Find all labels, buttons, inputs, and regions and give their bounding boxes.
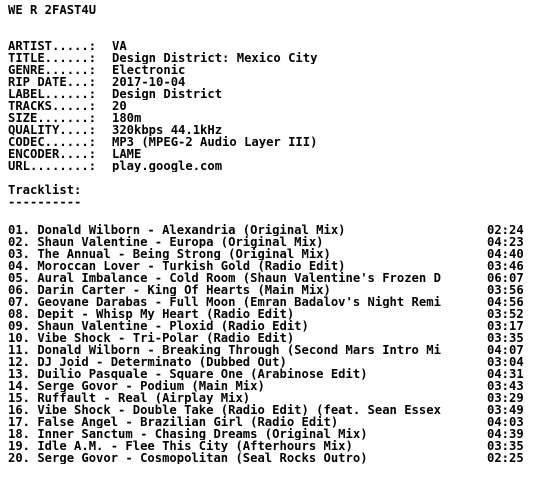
track-duration: 03:04 (487, 355, 524, 369)
track-duration: 03:29 (487, 391, 524, 405)
info-row (8, 136, 528, 148)
info-row (8, 124, 528, 136)
track-row (8, 320, 528, 332)
track-name: 10. Vibe Shock - Tri-Polar (Radio Edit) (8, 332, 295, 344)
track-name: 11. Donald Wilborn - Breaking Through (Second Mars Intro Mi (8, 344, 441, 356)
info-value: MP3 (MPEG-2 Audio Layer III) (112, 136, 318, 148)
track-name: 05. Aural Imbalance - Cold Room (Shaun Valentine's Frozen D (8, 272, 441, 284)
group-title: WE R 2FAST4U (8, 4, 97, 16)
track-name: 06. Darin Carter - King Of Hearts (Main Mix) (8, 284, 331, 296)
track-duration: 04:39 (487, 427, 524, 441)
track-row (8, 440, 528, 452)
track-duration: 03:43 (487, 379, 524, 393)
info-value: VA (112, 40, 127, 52)
info-row (8, 160, 528, 172)
info-value: LAME (112, 148, 142, 160)
track-name: 18. Inner Sanctum - Chasing Dreams (Original Mix) (8, 428, 368, 440)
track-name: 03. The Annual - Being Strong (Original Mix) (8, 248, 331, 260)
track-name: 02. Shaun Valentine - Europa (Original Mix) (8, 236, 324, 248)
track-duration: 03:35 (487, 331, 524, 345)
track-duration: 04:07 (487, 343, 524, 357)
info-key: SIZE.......: (8, 112, 97, 124)
track-row (8, 332, 528, 344)
info-row (8, 112, 528, 124)
track-duration: 06:07 (487, 271, 524, 285)
tracklist-underline: ---------- (8, 196, 82, 208)
track-duration: 02:25 (487, 451, 524, 465)
track-duration: 04:40 (487, 247, 524, 261)
track-row (8, 248, 528, 260)
track-name: 07. Geovane Darabas - Full Moon (Emran Badalov's Night Remi (8, 296, 441, 308)
track-duration: 03:52 (487, 307, 524, 321)
info-value: 20 (112, 100, 127, 112)
track-duration: 04:03 (487, 415, 524, 429)
tracklist-heading: Tracklist: (8, 184, 82, 196)
info-value: Design District (112, 88, 223, 100)
track-row (8, 308, 528, 320)
track-duration: 03:56 (487, 283, 524, 297)
track-row (8, 392, 528, 404)
track-duration: 03:17 (487, 319, 524, 333)
track-name: 09. Shaun Valentine - Ploxid (Radio Edit) (8, 320, 309, 332)
track-row (8, 224, 528, 236)
tracklist (8, 224, 528, 464)
track-row (8, 284, 528, 296)
info-row (8, 148, 528, 160)
track-name: 17. False Angel - Brazilian Girl (Radio Edit) (8, 416, 339, 428)
info-key: TRACKS.....: (8, 100, 97, 112)
info-key: RIP DATE...: (8, 76, 97, 88)
track-duration: 04:56 (487, 295, 524, 309)
track-name: 14. Serge Govor - Podium (Main Mix) (8, 380, 265, 392)
track-row (8, 380, 528, 392)
track-duration: 02:24 (487, 223, 524, 237)
track-row (8, 356, 528, 368)
track-duration: 03:35 (487, 439, 524, 453)
info-key: CODEC......: (8, 136, 97, 148)
track-row (8, 296, 528, 308)
info-key: URL........: (8, 160, 97, 172)
track-duration: 03:46 (487, 259, 524, 273)
track-name: 04. Moroccan Lover - Turkish Gold (Radio Edit) (8, 260, 346, 272)
track-duration: 03:49 (487, 403, 524, 417)
track-row (8, 344, 528, 356)
info-key: ENCODER....: (8, 148, 97, 160)
track-row (8, 236, 528, 248)
info-key: ARTIST.....: (8, 40, 97, 52)
info-key: LABEL......: (8, 88, 97, 100)
info-row (8, 52, 528, 64)
info-value: 2017-10-04 (112, 76, 186, 88)
info-row (8, 88, 528, 100)
info-key: QUALITY....: (8, 124, 97, 136)
info-value: 320kbps 44.1kHz (112, 124, 223, 136)
info-value: 180m (112, 112, 142, 124)
info-row (8, 76, 528, 88)
info-key: GENRE......: (8, 64, 97, 76)
info-key: TITLE......: (8, 52, 97, 64)
track-name: 12. DJ Joid - Determinato (Dubbed Out) (8, 356, 287, 368)
track-name: 16. Vibe Shock - Double Take (Radio Edit) (feat. Sean Essex (8, 404, 441, 416)
info-block (8, 40, 528, 172)
track-row (8, 404, 528, 416)
track-duration: 04:23 (487, 235, 524, 249)
track-name: 19. Idle A.M. - Flee This City (Afterhours Mix) (8, 440, 353, 452)
track-name: 20. Serge Govor - Cosmopolitan (Seal Rocks Outro) (8, 452, 368, 464)
track-name: 13. Duilio Pasquale - Square One (Arabinose Edit) (8, 368, 368, 380)
track-row (8, 416, 528, 428)
track-row (8, 368, 528, 380)
track-row (8, 428, 528, 440)
info-value: play.google.com (112, 160, 223, 172)
info-value: Design District: Mexico City (112, 52, 318, 64)
info-row (8, 64, 528, 76)
info-row (8, 40, 528, 52)
release-info-document (8, 4, 528, 464)
track-row (8, 260, 528, 272)
track-name: 08. Depit - Whisp My Heart (Radio Edit) (8, 308, 295, 320)
info-row (8, 100, 528, 112)
info-value: Electronic (112, 64, 186, 76)
track-name: 01. Donald Wilborn - Alexandria (Original Mix) (8, 224, 346, 236)
track-name: 15. Ruffault - Real (Airplay Mix) (8, 392, 251, 404)
track-row (8, 452, 528, 464)
track-duration: 04:31 (487, 367, 524, 381)
track-row (8, 272, 528, 284)
